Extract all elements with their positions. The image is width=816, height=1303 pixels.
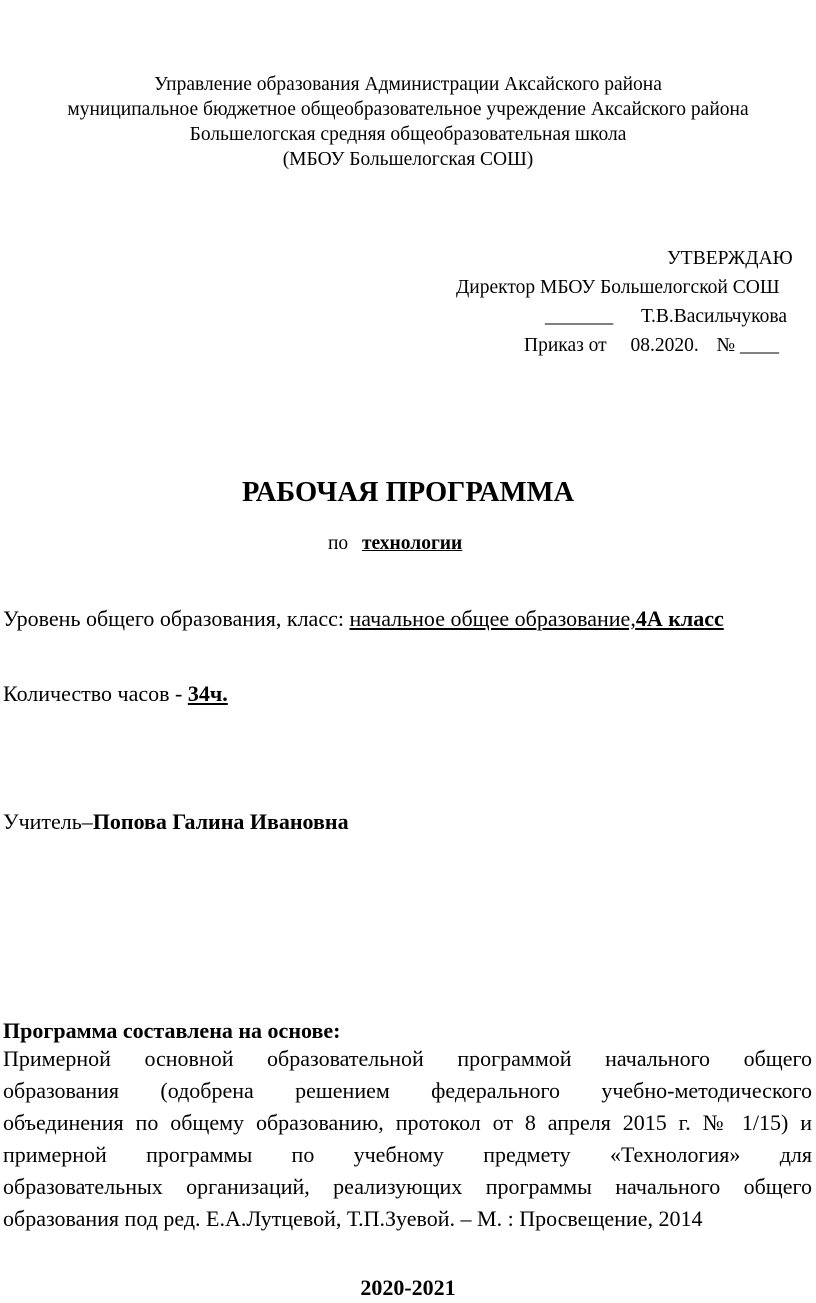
approval-order — [524, 334, 779, 358]
signature-line: _______ — [545, 306, 614, 327]
level-grade: 4А класс — [635, 606, 724, 631]
header-line-4: (МБОУ Большелогская СОШ) — [282, 149, 534, 170]
basis-line-6: образования под ред. Е.А.Лутцевой, Т.П.Зуевой. – М. : Просвещение, 2014 — [3, 1206, 703, 1231]
basis-line-5: образовательных организаций, реализующих программы начального общего — [3, 1174, 812, 1199]
hours-label: Количество часов - — [3, 681, 183, 706]
level-value: начальное общее образование, — [349, 606, 636, 631]
teacher-label: Учитель– — [3, 809, 93, 834]
subject-name: технологии — [361, 533, 463, 554]
academic-year: 2020-2021 — [360, 1275, 456, 1300]
approval-position: Директор МБОУ Большелогской СОШ — [456, 277, 780, 298]
level-line — [3, 605, 724, 633]
order-date: 08.2020. — [630, 335, 699, 356]
approval-signature — [545, 305, 787, 329]
subject-line — [328, 532, 462, 556]
approver-name: Т.В.Васильчукова — [641, 306, 788, 327]
order-number-blank: ____ — [739, 335, 779, 356]
basis-line-3: объединения по общему образованию, протокол от 8 апреля 2015 г. № 1/15) и — [3, 1110, 812, 1135]
approval-title: УТВЕРЖДАЮ — [667, 248, 793, 269]
header-line-2: муниципальное бюджетное общеобразовательное учреждение Аксайского района — [67, 99, 749, 120]
subject-prefix: по — [328, 533, 349, 554]
order-label: Приказ от — [524, 335, 607, 356]
document-title: РАБОЧАЯ ПРОГРАММА — [241, 477, 575, 508]
teacher-name: Попова Галина Ивановна — [92, 809, 349, 834]
level-label: Уровень общего образования, класс: — [3, 606, 344, 631]
hours-value: 34ч. — [187, 681, 228, 706]
basis-line-2: образования (одобрена решением федерального учебно-методического — [3, 1078, 812, 1103]
basis-heading: Программа составлена на основе: — [3, 1018, 341, 1043]
order-number-label: № — [716, 335, 736, 356]
basis-line-4: примерной программы по учебному предмету «Технология» для — [3, 1142, 812, 1167]
basis-line-1: Примерной основной образовательной программой начального общего — [3, 1046, 812, 1071]
header-line-1: Управление образования Администрации Аксайского района — [154, 74, 662, 95]
hours-line — [3, 680, 228, 708]
header-line-3: Большелогская средняя общеобразовательная школа — [189, 124, 627, 145]
teacher-line — [3, 808, 349, 836]
